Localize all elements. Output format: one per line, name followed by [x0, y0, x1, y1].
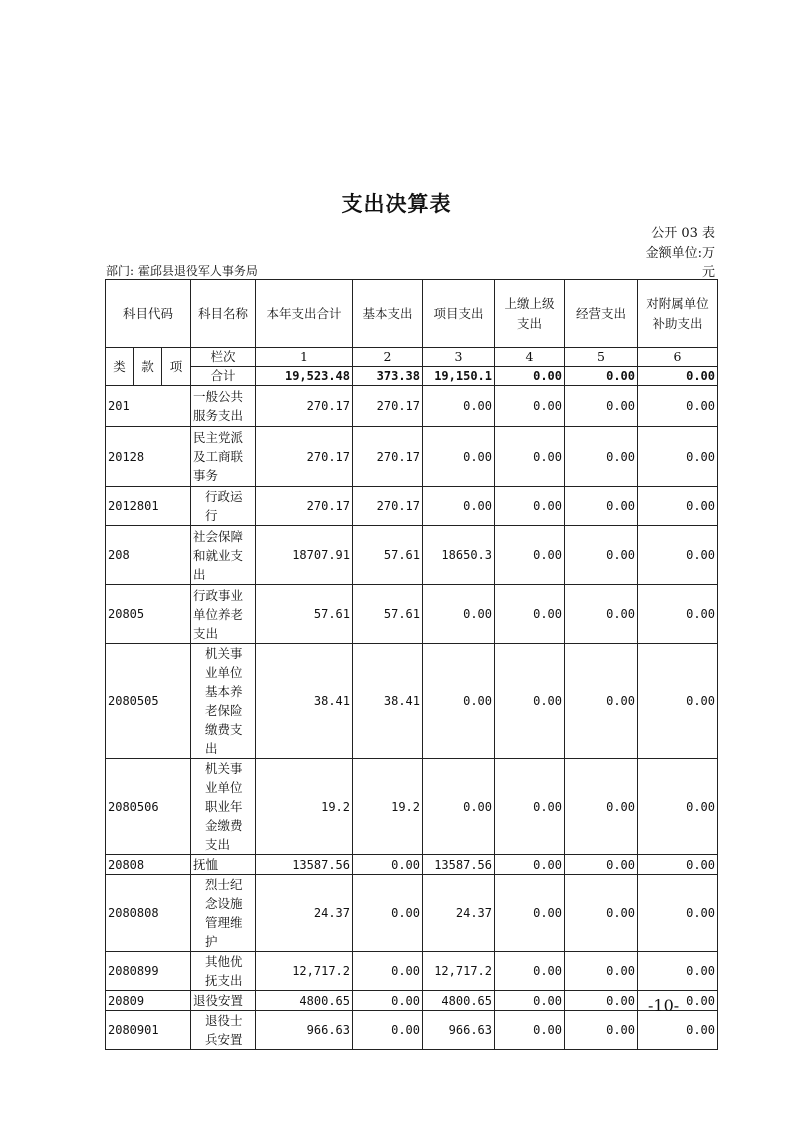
total-label: 合计 — [191, 367, 256, 386]
row-value: 4800.65 — [256, 991, 353, 1011]
row-value: 0.00 — [495, 875, 565, 952]
row-value: 0.00 — [423, 427, 495, 487]
table-row — [106, 991, 718, 1011]
row-value: 12,717.2 — [256, 952, 353, 991]
header-subsidy: 对附属单位补助支出 — [638, 280, 718, 348]
row-code: 2080901 — [106, 1011, 191, 1050]
row-value: 270.17 — [256, 427, 353, 487]
row-name: 行政运行 — [191, 487, 256, 526]
row-value: 0.00 — [565, 427, 638, 487]
row-value: 0.00 — [638, 991, 718, 1011]
row-value: 0.00 — [423, 487, 495, 526]
row-value: 0.00 — [423, 759, 495, 855]
row-value: 0.00 — [638, 526, 718, 585]
row-name: 民主党派及工商联事务 — [191, 427, 256, 487]
row-code: 201 — [106, 386, 191, 427]
total-row — [106, 367, 718, 386]
table-row — [106, 855, 718, 875]
page-number: -10- — [648, 996, 680, 1015]
row-value: 0.00 — [565, 487, 638, 526]
table-row — [106, 526, 718, 585]
row-value: 0.00 — [495, 427, 565, 487]
row-value: 0.00 — [638, 644, 718, 759]
row-value: 0.00 — [565, 875, 638, 952]
row-name: 一般公共服务支出 — [191, 386, 256, 427]
row-value: 270.17 — [256, 386, 353, 427]
row-value: 13587.56 — [256, 855, 353, 875]
header-project: 项目支出 — [423, 280, 495, 348]
row-value: 0.00 — [353, 1011, 423, 1050]
row-name: 行政事业单位养老支出 — [191, 585, 256, 644]
row-value: 0.00 — [495, 1011, 565, 1050]
row-value: 0.00 — [638, 952, 718, 991]
header-total: 本年支出合计 — [256, 280, 353, 348]
expenditure-table — [105, 279, 718, 1050]
total-cell: 19,523.48 — [256, 367, 353, 386]
table-row — [106, 644, 718, 759]
col-index-1: 1 — [256, 348, 353, 367]
row-value: 0.00 — [638, 386, 718, 427]
total-cell: 373.38 — [353, 367, 423, 386]
row-code: 20128 — [106, 427, 191, 487]
row-value: 0.00 — [423, 585, 495, 644]
row-code: 2012801 — [106, 487, 191, 526]
total-cell: 19,150.1 — [423, 367, 495, 386]
total-cell: 0.00 — [565, 367, 638, 386]
row-value: 38.41 — [256, 644, 353, 759]
row-code: 2080505 — [106, 644, 191, 759]
table-row — [106, 1011, 718, 1050]
row-value: 0.00 — [638, 585, 718, 644]
row-value: 0.00 — [353, 952, 423, 991]
row-value: 0.00 — [495, 855, 565, 875]
table-row — [106, 487, 718, 526]
row-value: 0.00 — [353, 855, 423, 875]
row-value: 13587.56 — [423, 855, 495, 875]
col-index-5: 5 — [565, 348, 638, 367]
header-lei: 类 — [106, 348, 134, 386]
total-cell: 0.00 — [638, 367, 718, 386]
header-lanci: 栏次 — [191, 348, 256, 367]
col-index-6: 6 — [638, 348, 718, 367]
row-value: 270.17 — [353, 427, 423, 487]
table-row — [106, 952, 718, 991]
header-kuan: 款 — [134, 348, 162, 386]
row-value: 0.00 — [495, 991, 565, 1011]
table-row — [106, 875, 718, 952]
row-value: 0.00 — [638, 427, 718, 487]
total-cell: 0.00 — [495, 367, 565, 386]
row-value: 0.00 — [495, 644, 565, 759]
row-name: 抚恤 — [191, 855, 256, 875]
row-value: 0.00 — [638, 875, 718, 952]
table-row — [106, 585, 718, 644]
row-value: 18650.3 — [423, 526, 495, 585]
row-value: 0.00 — [565, 585, 638, 644]
row-value: 0.00 — [495, 952, 565, 991]
row-value: 57.61 — [256, 585, 353, 644]
table-row — [106, 759, 718, 855]
row-value: 966.63 — [256, 1011, 353, 1050]
header-basic: 基本支出 — [353, 280, 423, 348]
row-value: 0.00 — [565, 644, 638, 759]
row-value: 0.00 — [423, 644, 495, 759]
row-value: 0.00 — [565, 526, 638, 585]
row-value: 0.00 — [638, 759, 718, 855]
row-name: 退役安置 — [191, 991, 256, 1011]
row-value: 0.00 — [495, 526, 565, 585]
row-name: 社会保障和就业支出 — [191, 526, 256, 585]
row-name: 机关事业单位基本养老保险缴费支出 — [191, 644, 256, 759]
header-xiang: 项 — [162, 348, 191, 386]
row-value: 270.17 — [256, 487, 353, 526]
row-code: 2080899 — [106, 952, 191, 991]
row-name: 其他优抚支出 — [191, 952, 256, 991]
row-value: 0.00 — [565, 952, 638, 991]
row-value: 0.00 — [495, 386, 565, 427]
row-value: 0.00 — [423, 386, 495, 427]
row-code: 20809 — [106, 991, 191, 1011]
row-value: 12,717.2 — [423, 952, 495, 991]
row-value: 0.00 — [638, 855, 718, 875]
header-row — [106, 280, 718, 348]
row-value: 0.00 — [565, 1011, 638, 1050]
col-index-2: 2 — [353, 348, 423, 367]
header-upper: 上缴上级支出 — [495, 280, 565, 348]
row-value: 38.41 — [353, 644, 423, 759]
row-value: 0.00 — [353, 875, 423, 952]
row-value: 19.2 — [256, 759, 353, 855]
row-value: 19.2 — [353, 759, 423, 855]
page-title: 支出决算表 — [341, 192, 452, 216]
row-code: 20808 — [106, 855, 191, 875]
row-value: 270.17 — [353, 386, 423, 427]
amount-unit-suffix: 元 — [701, 265, 715, 280]
row-name: 退役士兵安置 — [191, 1011, 256, 1050]
row-value: 0.00 — [495, 487, 565, 526]
row-value: 0.00 — [638, 487, 718, 526]
row-code: 2080506 — [106, 759, 191, 855]
row-code: 20805 — [106, 585, 191, 644]
row-value: 966.63 — [423, 1011, 495, 1050]
table-row — [106, 427, 718, 487]
row-value: 57.61 — [353, 585, 423, 644]
col-index-3: 3 — [423, 348, 495, 367]
table-row — [106, 386, 718, 427]
row-value: 18707.91 — [256, 526, 353, 585]
row-value: 0.00 — [565, 386, 638, 427]
row-code: 2080808 — [106, 875, 191, 952]
row-value: 0.00 — [495, 585, 565, 644]
row-value: 0.00 — [353, 991, 423, 1011]
row-name: 机关事业单位职业年金缴费支出 — [191, 759, 256, 855]
row-value: 24.37 — [423, 875, 495, 952]
row-value: 270.17 — [353, 487, 423, 526]
row-value: 0.00 — [565, 759, 638, 855]
row-value: 0.00 — [565, 991, 638, 1011]
header-business: 经营支出 — [565, 280, 638, 348]
form-number: 公开 03 表 — [651, 226, 715, 241]
col-index-4: 4 — [495, 348, 565, 367]
row-code: 208 — [106, 526, 191, 585]
column-index-row — [106, 348, 718, 367]
department-label: 部门: 霍邱县退役军人事务局 — [106, 264, 258, 278]
header-subject-code: 科目代码 — [106, 280, 191, 348]
row-value: 4800.65 — [423, 991, 495, 1011]
row-value: 24.37 — [256, 875, 353, 952]
header-subject-name: 科目名称 — [191, 280, 256, 348]
amount-unit: 金额单位:万 — [645, 246, 715, 261]
row-name: 烈士纪念设施管理维护 — [191, 875, 256, 952]
row-value: 0.00 — [565, 855, 638, 875]
row-value: 0.00 — [638, 1011, 718, 1050]
row-value: 0.00 — [495, 759, 565, 855]
row-value: 57.61 — [353, 526, 423, 585]
